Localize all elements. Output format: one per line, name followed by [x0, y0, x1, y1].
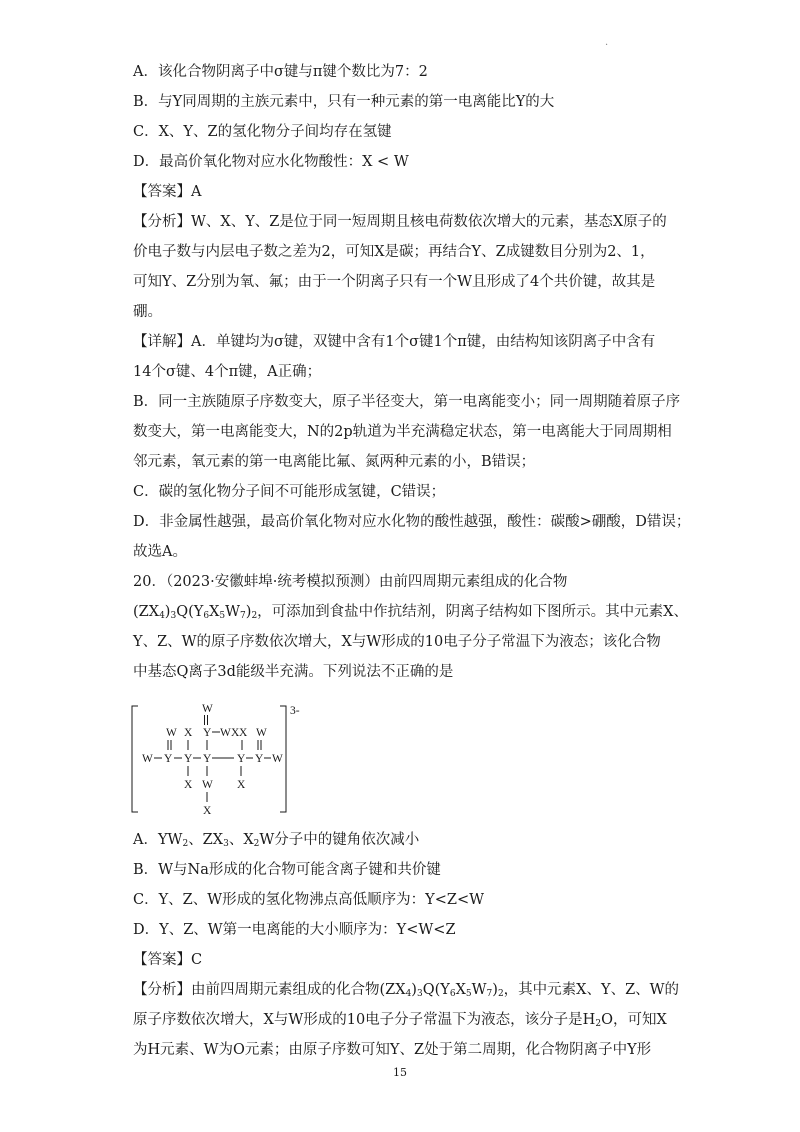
- atom-y5: Y: [255, 753, 264, 765]
- formula-text: X: [209, 604, 220, 620]
- subscript: 3: [223, 839, 229, 849]
- atom-w-left: W: [142, 753, 153, 765]
- text-line: 价电子数与内层电子数之差为2，可知X是碳；再结合Y、Z成键数目分别为2、1，: [133, 244, 655, 260]
- formula-text: ): [492, 982, 498, 998]
- subscript: 3: [416, 989, 423, 999]
- formula-text: ): [164, 604, 171, 620]
- text-line: B．W与Na形成的化合物可能含离子键和共价键: [133, 862, 441, 878]
- subscript: 2: [251, 611, 258, 621]
- subscript: 6: [449, 989, 456, 999]
- text-line: 数变大，第一电离能变大，N的2p轨道为半充满稳定状态，第一电离能大于同周期相: [133, 424, 672, 440]
- text-line: 【答案】A: [133, 184, 202, 200]
- text-line: Y、Z、W的原子序数依次增大，X与W形成的10电子分子常温下为液态；该化合物: [133, 634, 661, 650]
- subscript: 5: [465, 989, 472, 999]
- subscript: 4: [159, 611, 165, 621]
- subscript: 3: [170, 611, 177, 621]
- text-line: C．Y、Z、W形成的氢化物沸点高低顺序为：Y<Z<W: [133, 892, 484, 908]
- analysis-head: 原子序数依次增大，X与W形成的10电子分子常温下为液态，该分子是H: [133, 1012, 596, 1028]
- atom-y1: Y: [164, 753, 173, 765]
- formula-tail: ，可添加到食盐中作抗结剂，阴离子结构如下图所示。其中元素X、: [257, 604, 688, 620]
- text-line: 【详解】A．单键均为σ键，双键中含有1个σ键1个π键，由结构知该阴离子中含有: [133, 334, 656, 350]
- analysis-head: 【分析】由前四周期元素组成的化合物: [133, 982, 380, 998]
- atom-x5: X: [203, 805, 212, 817]
- text-line: 中基态Q离子3d能级半充满。下列说法不正确的是: [133, 664, 454, 680]
- formula-text: W: [225, 604, 241, 620]
- atom-y3: Y: [203, 753, 212, 765]
- text-line: 邻元素，氧元素的第一电离能比氟、氮两种元素的小，B错误；: [133, 454, 536, 470]
- left-bracket: [132, 706, 138, 812]
- atom-x3: X: [184, 779, 193, 791]
- text-line: D．Y、Z、W第一电离能的大小顺序为：Y<W<Z: [133, 922, 456, 938]
- text-line: 20．（2023·安徽蚌埠·统考模拟预测）由前四周期元素组成的化合物: [133, 574, 568, 590]
- text-line: 硼。: [133, 304, 162, 320]
- text-line: [133, 830, 419, 854]
- formula-text: 、X: [228, 832, 254, 848]
- text-line: 14个σ键、4个π键，A正确；: [133, 364, 322, 380]
- subscript: 7: [486, 989, 493, 999]
- atom-x2: X: [239, 727, 248, 739]
- subscript: 2: [595, 1019, 602, 1029]
- text-line: A．该化合物阴离子中σ键与π键个数比为7：2: [133, 64, 428, 80]
- atom-y-top: Y: [203, 727, 212, 739]
- atom-x4: X: [237, 779, 246, 791]
- atom-x-r: X: [231, 727, 240, 739]
- analysis-tail: ，其中元素X、Y、Z、W的: [503, 982, 680, 998]
- atom-x1: X: [184, 727, 193, 739]
- atom-y4: Y: [237, 753, 246, 765]
- subscript: 4: [405, 989, 412, 999]
- text-line: 可知Y、Z分别为氧、氟；由于一个阴离子只有一个W且形成了4个共价键，故其是: [133, 274, 656, 290]
- subscript: 5: [219, 611, 226, 621]
- text-line: [133, 602, 688, 626]
- anion-structure-diagram: [130, 700, 310, 830]
- atom-w-right: W: [272, 753, 283, 765]
- text-line: [133, 1010, 667, 1034]
- formula-text: X: [455, 982, 466, 998]
- atom-w-top: W: [202, 703, 213, 715]
- analysis-tail: O，可知X: [601, 1012, 667, 1028]
- formula-text: W分子中的键角依次减小: [259, 832, 420, 848]
- formula-text: Q(Y: [176, 604, 204, 620]
- text-line: 【答案】C: [133, 952, 203, 968]
- text-line: 为H元素、W为O元素；由原子序数可知Y、Z处于第二周期，化合物阴离子中Y形: [133, 1042, 652, 1058]
- subscript: 2: [497, 989, 504, 999]
- text-line: B．与Y同周期的主族元素中，只有一种元素的第一电离能比Y的大: [133, 94, 555, 110]
- formula-text: Q(Y: [422, 982, 450, 998]
- atom-w3: W: [202, 779, 213, 791]
- atom-w-mid: W: [220, 727, 231, 739]
- formula-text: (ZX: [379, 982, 406, 998]
- charge-label: 3-: [290, 705, 300, 717]
- text-line: B．同一主族随原子序数变大，原子半径变大，第一电离能变小；同一周期随着原子序: [133, 394, 681, 410]
- formula-text: (ZX: [133, 604, 160, 620]
- subscript: 7: [240, 611, 246, 621]
- atom-y2: Y: [184, 753, 193, 765]
- page-number: 15: [393, 1066, 407, 1079]
- text-line: [133, 980, 679, 1004]
- text-line: D．最高价氧化物对应水化物酸性：X < W: [133, 154, 409, 170]
- formula-text: A．YW: [133, 832, 183, 848]
- text-line: D．非金属性越强，最高价氧化物对应水化物的酸性越强，酸性：碳酸>硼酸，D错误；: [133, 514, 691, 530]
- atom-w1: W: [166, 727, 177, 739]
- formula-text: 、ZX: [188, 832, 224, 848]
- subscript: 6: [203, 611, 210, 621]
- subscript: 2: [253, 839, 260, 849]
- formula-text: W: [471, 982, 487, 998]
- text-line: C．X、Y、Z的氢化物分子间均存在氢键: [133, 124, 392, 140]
- text-line: C．碳的氢化物分子间不可能形成氢键，C错误；: [133, 484, 446, 500]
- header-mark: ·: [605, 40, 609, 51]
- text-line: 故选A。: [133, 544, 187, 560]
- atom-w2: W: [256, 727, 267, 739]
- subscript: 2: [182, 839, 189, 849]
- text-line: 【分析】W、X、Y、Z是位于同一短周期且核电荷数依次增大的元素，基态X原子的: [133, 214, 667, 230]
- formula-text: ): [411, 982, 417, 998]
- formula-text: ): [245, 604, 252, 620]
